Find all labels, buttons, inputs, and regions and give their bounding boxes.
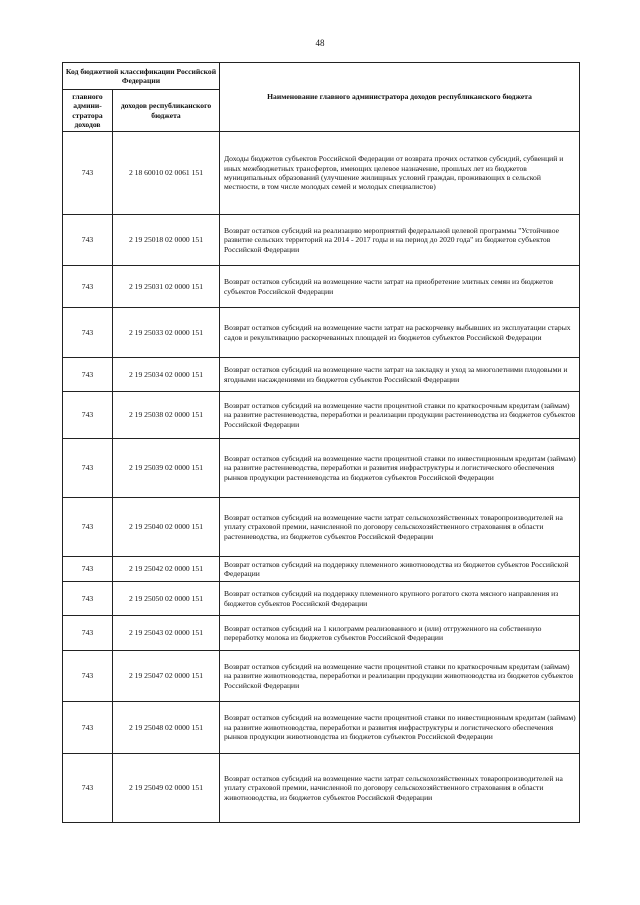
description-cell: Возврат остатков субсидий на возмещение части процентной ставки по краткосрочным кредитам (займам) на развитие растениеводства, переработки и реализации продукции растениеводства из бюджетов субъектов Российской Федерации [220,392,580,439]
admin-code-cell: 743 [63,651,113,702]
income-code-cell: 2 19 25047 02 0000 151 [113,651,220,702]
admin-code-cell: 743 [63,266,113,308]
budget-classification-table [62,62,580,823]
table-row [63,582,580,616]
admin-code-cell: 743 [63,702,113,754]
description-cell: Возврат остатков субсидий на возмещение части процентной ставки по инвестиционным кредитам (займам) на развитие растениеводства, переработки и развития инфраструктуры и логистического обеспечения рынков продукции растениеводства из бюджетов субъектов Российской Федерации [220,439,580,498]
table-header [63,63,580,132]
description-cell: Возврат остатков субсидий на возмещение части затрат на закладку и уход за многолетними плодовыми и ягодными насаждениями из бюджетов субъектов Российской Федерации [220,358,580,392]
income-code-cell: 2 19 25043 02 0000 151 [113,616,220,651]
description-cell: Возврат остатков субсидий на 1 килограмм реализованного и (или) отгруженного на собственную переработку молока из бюджетов субъектов Российской Федерации [220,616,580,651]
description-cell: Возврат остатков субсидий на поддержку племенного крупного рогатого скота мясного направления из бюджетов субъектов Российской Федерации [220,582,580,616]
admin-code-cell: 743 [63,557,113,582]
description-cell: Возврат остатков субсидий на возмещение части процентной ставки по инвестиционным кредитам (займам) на развитие животноводства, переработки и развития инфраструктуры и логистического обеспечения рынков продукции животноводства из бюджетов субъектов Российской Федерации [220,702,580,754]
income-code-cell: 2 19 25048 02 0000 151 [113,702,220,754]
description-cell: Возврат остатков субсидий на реализацию мероприятий федеральной целевой программы "Устойчивое развитие сельских территорий на 2014 - 2017 годы и на период до 2020 года" из бюджетов субъектов Российской Федерации [220,215,580,266]
admin-code-cell: 743 [63,392,113,439]
income-code-cell: 2 19 25033 02 0000 151 [113,308,220,358]
admin-code-cell: 743 [63,132,113,215]
admin-code-cell: 743 [63,215,113,266]
header-col-name: Наименование главного администратора доходов республиканского бюджета [220,63,580,132]
description-cell: Возврат остатков субсидий на возмещение части затрат на раскорчевку выбывших из эксплуатации старых садов и рекультивацию раскорчеванных площадей из бюджетов субъектов Российской Федерации [220,308,580,358]
description-cell: Возврат остатков субсидий на возмещение части затрат на приобретение элитных семян из бюджетов субъектов Российской Федерации [220,266,580,308]
description-cell: Возврат остатков субсидий на возмещение части процентной ставки по краткосрочным кредитам (займам) на развитие животноводства, переработки и реализации продукции животноводства из бюджетов субъектов Российской Федерации [220,651,580,702]
admin-code-cell: 743 [63,308,113,358]
header-group-title: Код бюджетной классификации Российской Федерации [63,63,220,90]
table-row [63,557,580,582]
income-code-cell: 2 19 25031 02 0000 151 [113,266,220,308]
description-cell: Возврат остатков субсидий на возмещение части затрат сельскохозяйственных товаропроизводителей на уплату страховой премии, начисленной по договору сельскохозяйственного страхования в области животноводства, из бюджетов субъектов Российской Федерации [220,754,580,823]
admin-code-cell: 743 [63,582,113,616]
table-row [63,439,580,498]
table-row [63,651,580,702]
description-cell: Возврат остатков субсидий на возмещение части затрат сельскохозяйственных товаропроизводителей на уплату страховой премии, начисленной по договору сельскохозяйственного страхования в области растениеводства, из бюджетов субъектов Российской Федерации [220,498,580,557]
header-col-admin: главного админи-стратора доходов [63,90,113,132]
page-number: 48 [315,38,325,48]
income-code-cell: 2 19 25018 02 0000 151 [113,215,220,266]
table-row [63,754,580,823]
income-code-cell: 2 19 25034 02 0000 151 [113,358,220,392]
admin-code-cell: 743 [63,439,113,498]
table-row [63,498,580,557]
admin-code-cell: 743 [63,498,113,557]
income-code-cell: 2 19 25040 02 0000 151 [113,498,220,557]
table-row [63,215,580,266]
table-row [63,616,580,651]
income-code-cell: 2 19 25038 02 0000 151 [113,392,220,439]
table-row [63,132,580,215]
table-row [63,702,580,754]
admin-code-cell: 743 [63,616,113,651]
income-code-cell: 2 19 25050 02 0000 151 [113,582,220,616]
admin-code-cell: 743 [63,754,113,823]
income-code-cell: 2 19 25049 02 0000 151 [113,754,220,823]
description-cell: Возврат остатков субсидий на поддержку племенного животноводства из бюджетов субъектов Российской Федерации [220,557,580,582]
table-row [63,266,580,308]
description-cell: Доходы бюджетов субъектов Российской Федерации от возврата прочих остатков субсидий, субвенций и иных межбюджетных трансфертов, имеющих целевое назначение, прошлых лет из бюджетов муниципальных образований (улучшение жилищных условий граждан, проживающих в сельской местности, в том числе молодых семей и молодых специалистов) [220,132,580,215]
admin-code-cell: 743 [63,358,113,392]
table-row [63,392,580,439]
table-row [63,358,580,392]
header-col-income: доходов республиканского бюджета [113,90,220,132]
table-row [63,308,580,358]
income-code-cell: 2 19 25042 02 0000 151 [113,557,220,582]
income-code-cell: 2 18 60010 02 0061 151 [113,132,220,215]
income-code-cell: 2 19 25039 02 0000 151 [113,439,220,498]
